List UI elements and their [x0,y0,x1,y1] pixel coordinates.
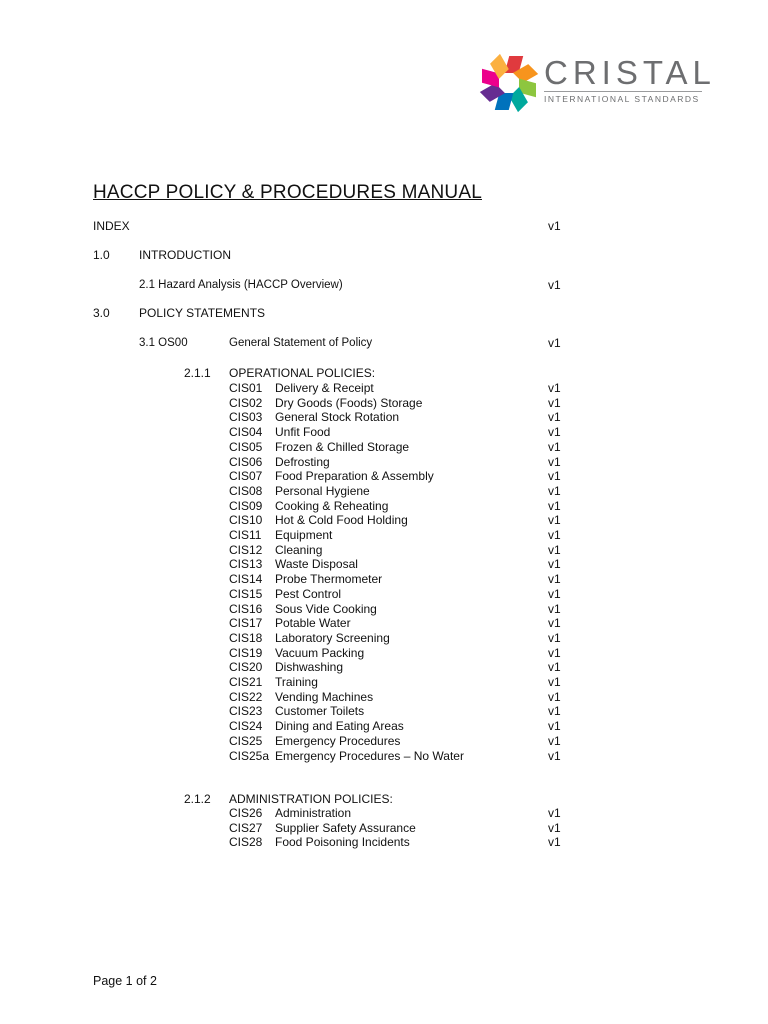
policy-name: Dry Goods (Foods) Storage [275,395,423,410]
policy-version: v1 [548,689,561,704]
logo-tagline: INTERNATIONAL STANDARDS [544,94,700,104]
policy-code: CIS10 [229,513,263,528]
list-item [0,557,768,571]
policy-version: v1 [548,483,561,498]
list-item [0,410,768,424]
policy-code: CIS04 [229,425,263,440]
cristal-star-icon [478,52,540,114]
policy-code: CIS21 [229,675,263,689]
operational-number: 2.1.1 [184,366,211,380]
policy-version: v1 [548,410,561,425]
policy-version: v1 [548,528,561,542]
list-item [0,528,768,542]
policy-name: Emergency Procedures – No Water [275,748,464,763]
policy-name: General Stock Rotation [275,410,400,425]
policy-code: CIS07 [229,469,263,484]
policy-code: CIS20 [229,660,263,675]
policy-version: v1 [548,469,561,484]
list-item [0,572,768,586]
policy-name: Vending Machines [275,689,374,704]
policy-name: Emergency Procedures [275,733,401,748]
policy-code: CIS24 [229,719,263,734]
policy-version: v1 [548,498,561,513]
policy-code: CIS12 [229,542,263,557]
list-item [0,646,768,660]
policy-code: CIS22 [229,689,263,704]
list-item [0,396,768,410]
list-item [0,440,768,454]
list-item [0,734,768,748]
list-item [0,513,768,527]
policy-name: Personal Hygiene [275,483,370,498]
list-item [0,425,768,439]
list-item [0,616,768,630]
policy-name: Frozen & Chilled Storage [275,439,410,454]
list-item [0,690,768,704]
list-item [0,543,768,557]
policy-name: Waste Disposal [275,557,358,572]
policy-version: v1 [548,835,561,850]
policy-label: POLICY STATEMENTS [139,306,266,320]
policy-code: CIS18 [229,630,263,645]
policy-code: CIS26 [229,806,263,820]
policy-code: CIS27 [229,820,263,835]
policy-name: Pest Control [275,586,342,601]
list-item [0,719,768,733]
policy-code: CIS25 [229,733,263,748]
policy-code: CIS16 [229,601,263,616]
list-item [0,704,768,718]
logo-divider [544,91,702,92]
policy-code: CIS13 [229,557,263,572]
policy-code: CIS28 [229,835,263,850]
policy-code: CIS05 [229,439,263,454]
policy-version: v1 [548,660,561,675]
policy-code: CIS01 [229,381,263,395]
policy-version: v1 [548,381,561,395]
policy-version: v1 [548,719,561,734]
page-number: Page 1 of 2 [93,974,157,988]
list-item [0,821,768,835]
policy-name: Supplier Safety Assurance [275,820,416,835]
policy-version: v1 [548,454,561,469]
cristal-logo [478,52,718,114]
policy-version: v1 [548,395,561,410]
index-version: v1 [548,219,561,233]
policy-version: v1 [548,645,561,660]
policy-code: CIS23 [229,704,263,719]
policy-number: 3.0 [93,306,110,320]
policy-name: Equipment [275,528,333,542]
policy-code: CIS19 [229,645,263,660]
policy-version: v1 [548,439,561,454]
list-item [0,455,768,469]
policy-name: Probe Thermometer [275,572,383,587]
list-item [0,602,768,616]
policy-name: Administration [275,806,352,820]
policy-version: v1 [548,630,561,645]
list-item [0,381,768,395]
list-item [0,469,768,483]
list-item [0,660,768,674]
document-title: HACCP POLICY & PROCEDURES MANUAL [93,182,482,203]
policy-name: Cleaning [275,542,323,557]
policy-name: Unfit Food [275,425,331,440]
policy-version: v1 [548,820,561,835]
policy-name: Defrosting [275,454,330,469]
policy-version: v1 [548,557,561,572]
logo-wordmark: CRISTAL [544,54,716,91]
list-item [0,484,768,498]
intro-number: 1.0 [93,248,110,262]
list-item [0,675,768,689]
hazard-label: 2.1 Hazard Analysis (HACCP Overview) [139,279,343,291]
policy-code: CIS09 [229,498,263,513]
list-item [0,835,768,849]
policy-code: CIS08 [229,483,263,498]
policy-code: CIS03 [229,410,263,425]
policy-name: Vacuum Packing [275,645,365,660]
list-item [0,587,768,601]
policy-name: Dining and Eating Areas [275,719,404,734]
general-number: 3.1 OS00 [139,337,188,349]
list-item [0,499,768,513]
policy-name: Laboratory Screening [275,630,390,645]
index-label: INDEX [93,219,130,233]
policy-version: v1 [548,601,561,616]
policy-name: Food Preparation & Assembly [275,469,434,484]
general-version: v1 [548,336,561,350]
policy-code: CIS17 [229,616,263,631]
policy-version: v1 [548,733,561,748]
policy-code: CIS06 [229,454,263,469]
policy-name: Customer Toilets [275,704,365,719]
policy-name: Cooking & Reheating [275,498,389,513]
policy-name: Delivery & Receipt [275,381,374,395]
policy-code: CIS11 [229,528,262,542]
policy-name: Sous Vide Cooking [275,601,377,616]
list-item [0,806,768,820]
policy-version: v1 [548,586,561,601]
policy-name: Dishwashing [275,660,344,675]
list-item [0,631,768,645]
intro-label: INTRODUCTION [139,248,231,262]
policy-version: v1 [548,675,561,689]
policy-version: v1 [548,572,561,587]
administration-number: 2.1.2 [184,792,211,806]
hazard-version: v1 [548,278,561,292]
operational-label: OPERATIONAL POLICIES: [229,366,376,380]
policy-code: CIS14 [229,572,263,587]
policy-code: CIS25a [229,748,270,763]
policy-version: v1 [548,616,561,631]
policy-name: Food Poisoning Incidents [275,835,410,850]
policy-name: Training [275,675,318,689]
policy-version: v1 [548,425,561,440]
policy-version: v1 [548,704,561,719]
list-item [0,749,768,763]
policy-name: Potable Water [275,616,351,631]
policy-version: v1 [548,542,561,557]
policy-name: Hot & Cold Food Holding [275,513,408,528]
policy-version: v1 [548,806,561,820]
policy-version: v1 [548,513,561,528]
administration-label: ADMINISTRATION POLICIES: [229,792,393,806]
policy-version: v1 [548,748,561,763]
policy-code: CIS15 [229,586,263,601]
policy-code: CIS02 [229,395,263,410]
general-label: General Statement of Policy [229,337,373,349]
